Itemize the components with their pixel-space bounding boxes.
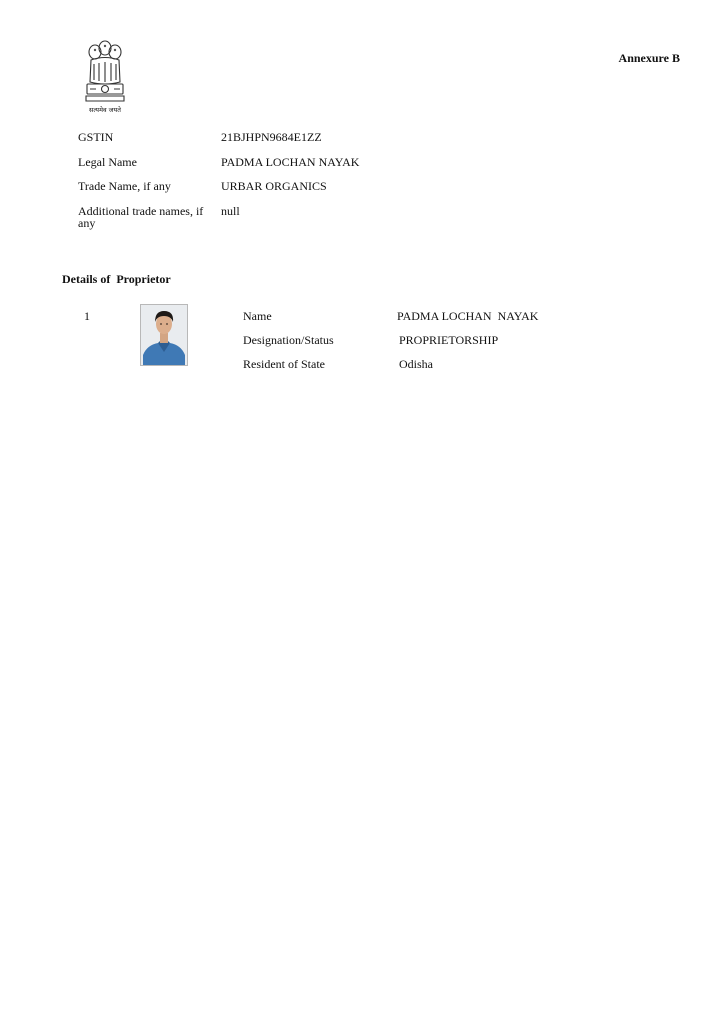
designation-label: Designation/Status	[243, 333, 334, 347]
designation-value: PROPRIETORSHIP	[399, 333, 499, 347]
proprietor-photo	[140, 304, 188, 366]
additional-trade-names-value: null	[221, 204, 240, 218]
trade-name-value: URBAR ORGANICS	[221, 179, 327, 193]
resident-state-label: Resident of State	[243, 357, 325, 371]
annexure-label: Annexure B	[618, 51, 680, 65]
gstin-label: GSTIN	[78, 130, 114, 144]
legal-name-label: Legal Name	[78, 155, 137, 169]
proprietor-index: 1	[84, 309, 90, 323]
resident-state-value: Odisha	[399, 357, 433, 371]
proprietor-name-label: Name	[243, 309, 272, 323]
proprietor-section-title: Details of Proprietor	[62, 272, 171, 286]
proprietor-name-value: PADMA LOCHAN NAYAK	[397, 309, 539, 323]
national-emblem	[82, 38, 128, 118]
trade-name-label: Trade Name, if any	[78, 179, 171, 193]
additional-trade-names-label: Additional trade names, if any	[78, 204, 204, 230]
gstin-value: 21BJHPN9684E1ZZ	[221, 130, 322, 144]
emblem-motto: सत्यमेव जयते	[89, 106, 121, 114]
national-emblem-icon	[82, 38, 128, 104]
legal-name-value: PADMA LOCHAN NAYAK	[221, 155, 360, 169]
